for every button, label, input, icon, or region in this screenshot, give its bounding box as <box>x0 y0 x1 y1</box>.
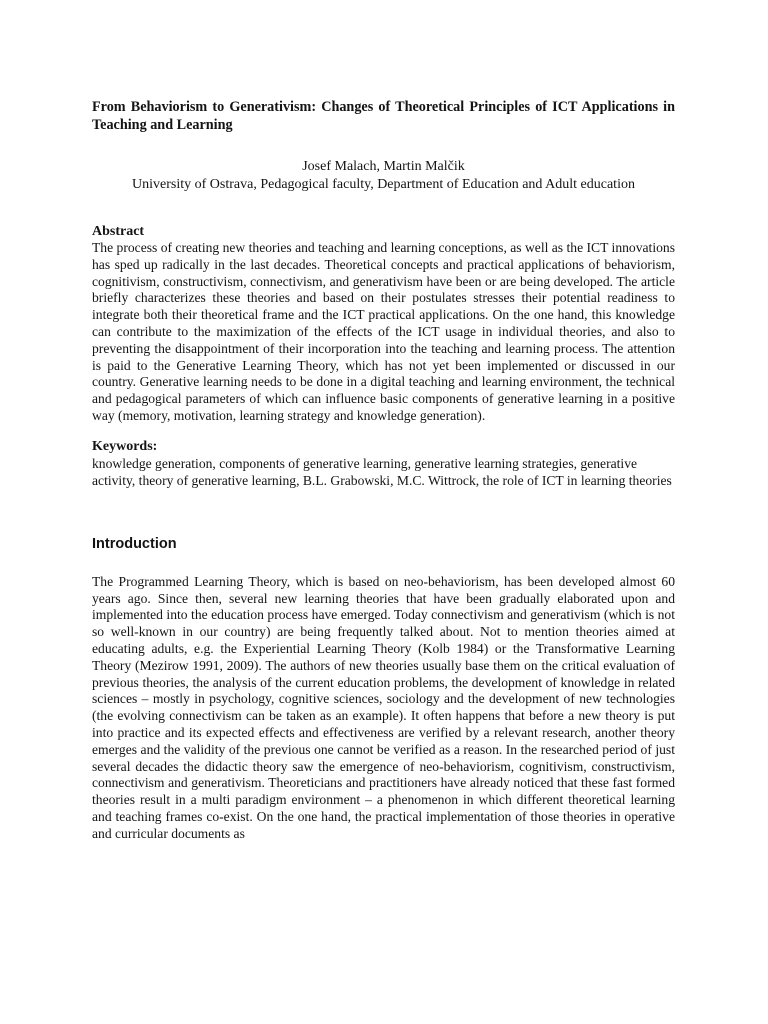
abstract-heading: Abstract <box>92 224 145 239</box>
paper-authors: Josef Malach, Martin Malčik <box>302 159 465 174</box>
abstract-text: The process of creating new theories and teaching and learning conceptions, as well as the ICT innovations has sped up radically in the last decades. Theoretical concepts and practical applications of behaviorism, cognitivism, constructivism, connectivism, and generativism have been or are being developed. The article briefly characterizes these theories and based on their postulates stresses their potential readiness to integrate both their theoretical frame and the ICT practical applications. On the one hand, this knowledge can contribute to the maximization of the effects of the ICT usage in individual theories, and also to preventing the disappointment of their incorporation into the teaching and learning process. The attention is paid to the Generative Learning Theory, which has not yet been implemented or discussed in our country. Generative learning needs to be done in a digital teaching and learning environment, the technical and pedagogical parameters of which can influence basic components of generative learning in a positive way (memory, motivation, learning strategy and knowledge generation). <box>92 240 675 423</box>
paper-title: From Behaviorism to Generativism: Changes of Theoretical Principles of ICT Applications in Teaching and Learning <box>92 99 675 133</box>
paper-page <box>92 98 675 856</box>
section-heading-introduction: Introduction <box>92 535 177 552</box>
keywords-heading: Keywords: <box>92 438 158 454</box>
introduction-text: The Programmed Learning Theory, which is based on neo-behaviorism, has been developed almost 60 years ago. Since then, several new learning theories that have been gradually elaborated upon and implemented into the education process have emerged. Today connectivism and generativism (which is not so well-known in our country) are being frequently talked about. Not to mention theories aimed at educating adults, e.g. the Experiential Learning Theory (Kolb 1984) or the Transformative Learning Theory (Mezirow 1991, 2009). The authors of new theories usually base them on the critical evaluation of previous theories, the analysis of the current education problems, the development of knowledge in related sciences – mostly in psychology, cognitive sciences, sociology and the development of new technologies (the evolving connectivism can be taken as an example). It often happens that before a new theory is put into practice and its expected effects and effectiveness are verified by a relevant research, another theory emerges and the validity of the previous one cannot be verified as a reason. In the researched period of just several decades the didactic theory saw the emergence of neo-behaviorism, cognitivism, constructivism, connectivism and generativism. Theoreticians and practitioners have already noticed that these fast formed theories result in a multi paradigm environment – a phenomenon in which different theoretical learning and teaching frames co-exist. On the one hand, the practical implementation of those theories in operative and curricular documents as <box>92 573 675 841</box>
paper-affiliation: University of Ostrava, Pedagogical faculty, Department of Education and Adult education <box>132 177 635 192</box>
keywords-text: knowledge generation, components of generative learning, generative learning strategies, generative activity, theory of generative learning, B.L. Grabowski, M.C. Wittrock, the role of ICT in learning theories <box>92 455 672 488</box>
